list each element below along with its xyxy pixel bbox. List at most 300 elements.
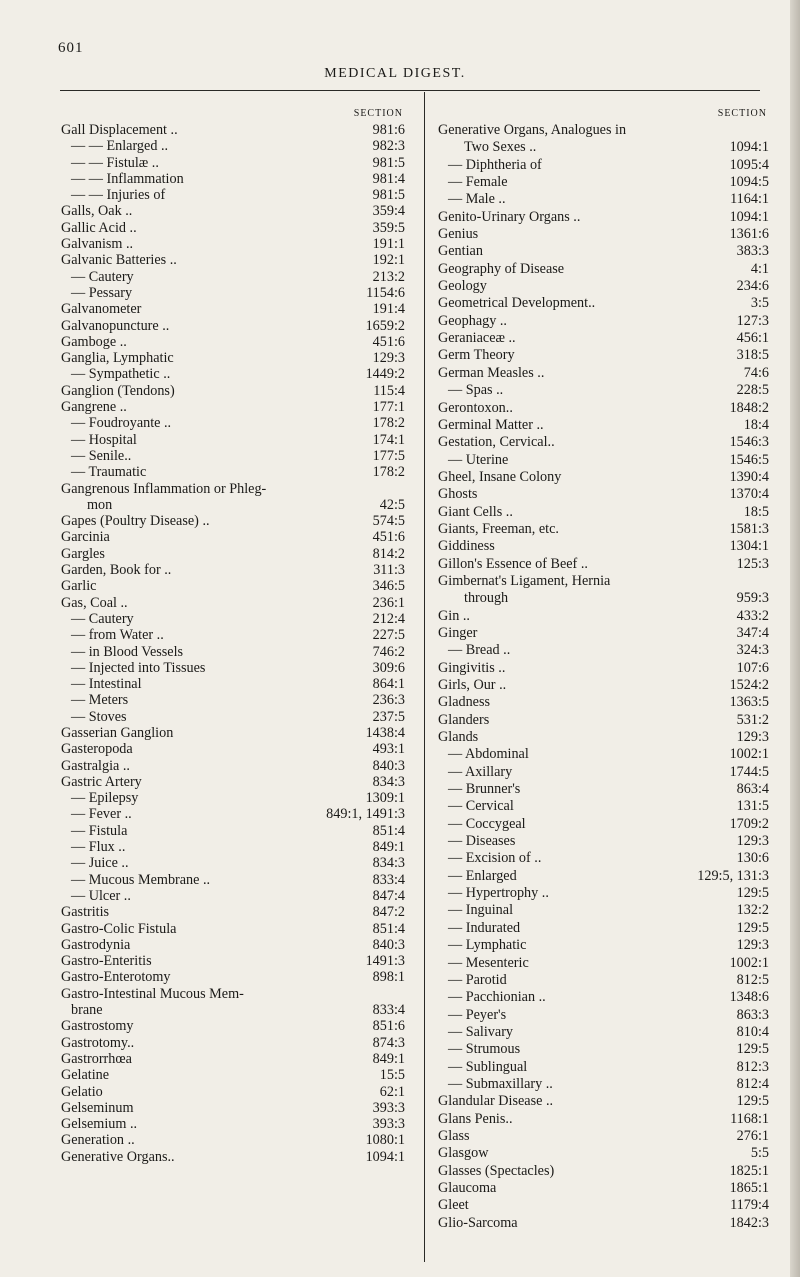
section-reference: 1095:4 [729,156,769,173]
section-reference: 1546:3 [729,434,769,451]
index-entry [438,694,769,711]
section-reference: 1094:5 [729,174,769,191]
section-reference: 276:1 [736,1127,769,1144]
page-edge [790,0,800,1277]
index-term: Giants, Freeman, etc. [438,520,559,537]
index-term: — Cautery [71,268,134,285]
index-entry [61,562,409,578]
index-entry [61,187,409,203]
section-reference: 433:2 [736,607,769,624]
index-entry [61,806,409,822]
index-term: Gastralgia .. [61,757,130,774]
index-entry [438,261,769,278]
index-entry [61,888,409,904]
index-entry [438,434,769,451]
index-entry [61,252,409,268]
section-reference: 1304:1 [729,538,769,555]
index-entry [438,989,769,1006]
section-reference: 1002:1 [729,954,769,971]
section-reference: 4:1 [750,260,769,277]
section-reference: 5:5 [750,1145,769,1162]
index-entry [438,781,769,798]
index-entry [61,969,409,985]
index-entry [438,521,769,538]
index-term: — Spas .. [448,382,504,399]
index-term: Gall Displacement .. [61,122,178,138]
section-reference: 1865:1 [729,1179,769,1196]
index-term: Gestation, Cervical.. [438,434,555,451]
index-entry [438,660,769,677]
section-heading-left: SECTION [353,108,403,119]
index-term: — Hypertrophy .. [448,885,549,902]
index-entry [61,415,409,431]
section-reference: 129:3 [736,833,769,850]
index-term: Gastro-Enteritis [61,953,152,970]
index-term: Generative Organs, Analogues in [438,122,627,138]
section-reference: 981:4 [372,170,405,187]
index-entry [438,608,769,625]
index-entry [438,504,769,521]
index-term: Gapes (Poultry Disease) .. [61,513,210,530]
section-heading-right: SECTION [717,108,767,119]
index-term: — Intestinal [71,676,142,693]
section-reference: 129:3 [372,350,405,367]
index-entry [61,986,409,1002]
index-entry [438,1041,769,1058]
section-reference: 456:1 [736,330,769,347]
section-reference: 840:3 [372,936,405,953]
section-reference: 1370:4 [729,486,769,503]
section-reference: 451:6 [372,529,405,546]
index-entry [61,709,409,725]
index-term: Ginger [438,624,478,641]
section-reference: 178:2 [372,415,405,432]
index-term: — Bread .. [448,642,511,659]
index-term: Glasses (Spectacles) [438,1162,555,1179]
index-entry [438,850,769,867]
section-reference: 1659:2 [365,317,405,334]
section-reference: 863:3 [736,1006,769,1023]
index-entry [61,790,409,806]
index-term: — Indurated [448,919,521,936]
index-term: Gargles [61,545,105,562]
index-term: Gas, Coal .. [61,594,128,611]
index-entry [61,595,409,611]
index-entry [438,295,769,312]
section-reference: 1848:2 [729,399,769,416]
index-term: — Enlarged [448,867,517,884]
index-term: — Abdominal [448,746,529,763]
section-reference: 959:3 [736,590,769,607]
section-reference: 864:1 [372,676,405,693]
index-term: Giant Cells .. [438,503,513,520]
index-entry [61,644,409,660]
index-term: Glands [438,729,479,746]
index-entry [438,1007,769,1024]
index-entry [438,330,769,347]
section-reference: 212:4 [372,610,405,627]
index-term: Girls, Our .. [438,677,507,693]
index-term: Gentian [438,243,483,260]
index-term: Glans Penis.. [438,1110,513,1127]
index-entry [61,741,409,757]
index-entry [438,642,769,659]
index-entry [61,921,409,937]
section-reference: 191:4 [372,301,405,318]
section-reference: 309:6 [372,659,405,676]
index-entry [438,798,769,815]
section-reference: 132:2 [736,902,769,919]
section-reference: 62:1 [379,1083,405,1100]
index-term: Gelseminum [61,1099,134,1116]
index-term: — Pessary [71,284,133,301]
index-entry [438,1180,769,1197]
index-entry [438,1163,769,1180]
index-term: Gastrodynia [61,936,131,953]
index-term: — Cervical [448,798,514,815]
index-term: — Uterine [448,451,509,468]
index-entry [438,313,769,330]
section-reference: 493:1 [372,741,405,758]
section-reference: 129:5, 131:3 [697,867,769,884]
index-term: — Parotid [448,971,507,988]
section-reference: 236:1 [372,594,405,611]
left-index-list [61,122,409,1165]
index-term: — Mesenteric [448,954,529,971]
section-reference: 213:2 [372,268,405,285]
index-term: Genito-Urinary Organs .. [438,208,581,225]
index-term: — Meters [71,692,129,709]
index-term: — Epilepsy [71,790,139,807]
index-entry [438,278,769,295]
index-entry [61,627,409,643]
section-reference: 1348:6 [729,989,769,1006]
index-entry [438,1128,769,1145]
section-reference: 129:3 [736,729,769,746]
section-reference: 1361:6 [729,226,769,243]
index-term: — — Fistulæ .. [71,154,159,171]
index-entry [61,1051,409,1067]
index-entry [438,573,769,590]
index-entry [61,529,409,545]
index-entry [438,590,769,607]
index-entry [438,400,769,417]
page-number: 601 [58,40,84,56]
index-term: Gerontoxon.. [438,399,513,416]
index-entry [61,464,409,480]
index-term: Gastritis [61,904,110,921]
index-entry [61,481,409,497]
index-term: Glass [438,1127,470,1144]
section-reference: 834:3 [372,773,405,790]
section-reference: 129:5 [736,1093,769,1110]
index-term: — Diseases [448,833,516,850]
index-entry [61,725,409,741]
index-term: Gelsemium .. [61,1116,138,1133]
index-entry [438,382,769,399]
index-term: Giddiness [438,538,495,555]
section-reference: 1390:4 [729,468,769,485]
section-reference: 18:4 [743,416,769,433]
index-term: Gleet [438,1197,469,1214]
section-reference: 1080:1 [365,1132,405,1149]
index-term: — Hospital [71,431,137,448]
section-reference: 227:5 [372,627,405,644]
section-reference: 311:3 [373,562,405,579]
section-reference: 1154:6 [366,284,405,301]
index-term: — Pacchionian .. [448,989,546,1006]
right-index-list [438,122,769,1232]
index-term: Garcinia [61,529,110,546]
section-reference: 847:2 [372,904,405,921]
index-entry [438,174,769,191]
section-reference: 115:4 [373,382,405,399]
index-term: Ganglia, Lymphatic [61,350,174,367]
section-reference: 851:6 [372,1018,405,1035]
section-reference: 228:5 [736,382,769,399]
index-term: Glanders [438,711,490,728]
index-term: Glaucoma [438,1179,497,1196]
index-entry [61,318,409,334]
section-reference: 834:3 [372,855,405,872]
index-entry [61,611,409,627]
index-term: — Female [448,174,508,191]
section-reference: 177:5 [372,447,405,464]
index-term: through [464,590,509,607]
index-entry [438,469,769,486]
index-entry [61,285,409,301]
index-entry [61,334,409,350]
index-entry [438,712,769,729]
index-entry [61,774,409,790]
section-reference: 177:1 [372,399,405,416]
index-term: — Fistula [71,822,128,839]
index-term: Geography of Disease [438,260,565,277]
index-term: — Ulcer .. [71,887,131,904]
index-entry [61,220,409,236]
index-term: Galvanic Batteries .. [61,252,177,269]
index-entry [438,1215,769,1232]
index-entry [61,855,409,871]
index-entry [61,578,409,594]
section-reference: 981:5 [372,154,405,171]
index-term: Gallic Acid .. [61,219,137,236]
header-rule [60,90,760,91]
index-term: — Cautery [71,610,134,627]
section-reference: 393:3 [372,1116,405,1133]
section-reference: 833:4 [372,871,405,888]
index-entry [61,138,409,154]
index-entry [61,1067,409,1083]
section-reference: 1309:1 [365,790,405,807]
section-reference: 840:3 [372,757,405,774]
index-term: — in Blood Vessels [71,643,184,660]
index-entry [438,955,769,972]
index-entry [61,546,409,562]
index-term: Garlic [61,578,97,595]
index-term: — Strumous [448,1041,521,1058]
section-reference: 129:5 [736,885,769,902]
running-head: MEDICAL DIGEST. [324,66,466,81]
index-term: — Senile.. [71,447,132,464]
index-entry [438,1076,769,1093]
section-reference: 15:5 [379,1067,405,1084]
index-entry [61,660,409,676]
index-term: Gastro-Enterotomy [61,969,171,986]
index-entry [61,1018,409,1034]
section-reference: 1449:2 [365,366,405,383]
section-reference: 849:1 [372,1050,405,1067]
index-term: Gastrorrhœa [61,1050,132,1067]
index-entry [438,243,769,260]
index-term: Generation .. [61,1132,135,1149]
index-term: Gangrenous Inflammation or Phleg- [61,480,267,497]
index-term: Glasgow [438,1145,489,1162]
index-entry [438,1197,769,1214]
section-reference: 1546:5 [729,451,769,468]
section-reference: 981:6 [372,122,405,138]
section-reference: 451:6 [372,333,405,350]
index-term: — Brunner's [448,781,521,798]
index-entry [61,872,409,888]
index-entry [438,1024,769,1041]
index-term: Gastrostomy [61,1018,134,1035]
index-entry [438,365,769,382]
section-reference: 192:1 [372,252,405,269]
index-term: — Injected into Tissues [71,659,206,676]
section-reference: 130:6 [736,850,769,867]
index-term: Gladness [438,694,491,711]
section-reference: 874:3 [372,1034,405,1051]
section-reference: 129:3 [736,937,769,954]
index-term: Ganglion (Tendons) [61,382,175,399]
index-entry [61,366,409,382]
section-reference: 347:4 [736,624,769,641]
index-entry [438,1145,769,1162]
index-entry [61,513,409,529]
index-entry [61,122,409,138]
index-term: — Stoves [71,708,127,725]
index-entry [61,350,409,366]
index-entry [438,209,769,226]
index-entry [61,269,409,285]
section-reference: 812:4 [736,1075,769,1092]
index-term: — Fever .. [71,806,132,823]
index-entry [61,823,409,839]
index-entry [438,833,769,850]
section-reference: 42:5 [379,496,405,513]
index-entry [61,839,409,855]
index-term: — Coccygeal [448,815,526,832]
index-term: — Mucous Membrane .. [71,871,211,888]
index-term: Galvanopuncture .. [61,317,170,334]
index-entry [438,816,769,833]
index-entry [61,676,409,692]
index-entry [61,171,409,187]
index-term: — Sympathetic .. [71,366,171,383]
index-entry [61,1116,409,1132]
section-reference: 131:5 [736,798,769,815]
index-entry [438,885,769,902]
index-term: Germinal Matter .. [438,416,544,433]
index-entry [438,1093,769,1110]
section-reference: 18:5 [743,503,769,520]
index-term: Geraniaceæ .. [438,330,516,347]
index-entry [438,452,769,469]
index-term: — Peyer's [448,1006,507,1023]
index-term: Garden, Book for .. [61,562,172,579]
index-term: — from Water .. [71,627,164,644]
section-reference: 234:6 [736,278,769,295]
index-entry [61,758,409,774]
section-reference: 127:3 [736,312,769,329]
section-reference: 1709:2 [729,815,769,832]
section-reference: 574:5 [372,513,405,530]
index-term: — — Inflammation [71,170,184,187]
index-term: Gasteropoda [61,741,133,758]
index-entry [61,953,409,969]
index-term: — Male .. [448,191,506,208]
index-entry [61,432,409,448]
section-reference: 359:4 [372,203,405,220]
index-entry [438,729,769,746]
index-term: Galvanometer [61,301,142,318]
index-entry [61,236,409,252]
index-entry [438,868,769,885]
index-term: brane [71,1002,103,1019]
section-reference: 318:5 [736,347,769,364]
section-reference: 814:2 [372,545,405,562]
index-term: Generative Organs.. [61,1148,175,1165]
section-reference: 74:6 [743,364,769,381]
index-term: Ghosts [438,486,478,503]
section-reference: 129:5 [736,919,769,936]
index-term: Galls, Oak .. [61,203,133,220]
index-entry [438,556,769,573]
index-term: Gelatine [61,1067,110,1084]
index-term: Gastro-Colic Fistula [61,920,177,937]
index-entry [438,1059,769,1076]
section-reference: 324:3 [736,642,769,659]
index-term: — — Injuries of [71,187,166,204]
index-term: — Foudroyante .. [71,415,172,432]
index-entry [61,1035,409,1051]
index-term: Geometrical Development.. [438,295,596,312]
section-reference: 1094:1 [365,1148,405,1165]
index-entry [438,139,769,156]
section-reference: 125:3 [736,555,769,572]
index-entry [61,1100,409,1116]
section-reference: 1581:3 [729,520,769,537]
index-term: Geophagy .. [438,312,507,329]
index-entry [61,203,409,219]
index-term: — Juice .. [71,855,129,872]
section-reference: 851:4 [372,920,405,937]
index-entry [438,191,769,208]
section-reference: 107:6 [736,659,769,676]
column-divider [424,92,425,1262]
index-term: German Measles .. [438,364,545,381]
index-term: Genius [438,226,479,243]
index-entry [438,226,769,243]
index-term: Gamboge .. [61,333,127,350]
section-reference: 178:2 [372,464,405,481]
section-reference: 359:5 [372,219,405,236]
index-term: Geology [438,278,487,295]
index-entry [61,383,409,399]
index-term: mon [87,496,113,513]
index-entry [61,1149,409,1165]
